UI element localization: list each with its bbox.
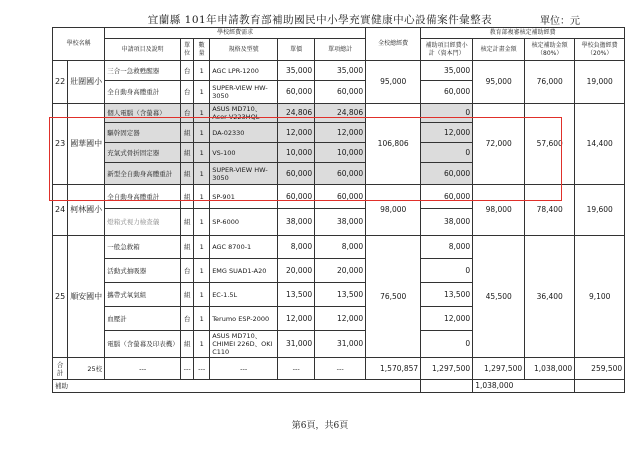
header-subsidy-subtotal: 補助項目經費小計（資本門） [421, 39, 473, 61]
item-qty: 1 [194, 259, 210, 283]
item-spec: EMG SUAD1-A20 [210, 259, 278, 283]
item-price: 12,000 [278, 123, 315, 143]
item-total: 60,000 [315, 163, 366, 185]
approved-subsidy: 36,400 [525, 236, 575, 358]
page-title: 宜蘭縣 101年申請教育部補助國民中小學充實健康中心設備案件彙整表 [147, 14, 493, 26]
item-spec: ASUS MD710、Acer V223HQL [210, 104, 278, 123]
item-spec: SP-901 [210, 185, 278, 209]
self-funding: 19,600 [575, 185, 625, 236]
item-price: 10,000 [278, 143, 315, 163]
self-funding: 9,100 [575, 236, 625, 358]
item-subtotal: 0 [421, 331, 473, 358]
header-qty: 數量 [194, 39, 210, 61]
item-subtotal: 60,000 [421, 163, 473, 185]
subsidy-table [52, 27, 625, 393]
item-subtotal: 0 [421, 104, 473, 123]
page-footer: 第6頁，共6頁 [291, 421, 349, 431]
item-unit: 台 [181, 307, 194, 331]
item-spec: DA-02330 [210, 123, 278, 143]
item-name: 驅幹固定器 [105, 123, 181, 143]
item-spec: Terumo ESP-2000 [210, 307, 278, 331]
item-price: 20,000 [278, 259, 315, 283]
summary-dash: --- [105, 358, 181, 380]
item-price: 24,806 [278, 104, 315, 123]
item-subtotal: 60,000 [421, 185, 473, 209]
item-total: 10,000 [315, 143, 366, 163]
summary-dash: --- [181, 358, 194, 380]
item-unit: 組 [181, 236, 194, 259]
summary-row [53, 358, 625, 380]
item-total: 24,806 [315, 104, 366, 123]
item-qty: 1 [194, 104, 210, 123]
item-qty: 1 [194, 81, 210, 104]
item-price: 13,500 [278, 283, 315, 307]
item-unit: 組 [181, 143, 194, 163]
item-price: 60,000 [278, 163, 315, 185]
school-number: 23 [53, 104, 68, 185]
table-row [53, 61, 625, 81]
item-qty: 1 [194, 163, 210, 185]
item-qty: 1 [194, 331, 210, 358]
school-total: 76,500 [366, 236, 421, 358]
item-name: 全自動身高體重計 [105, 185, 181, 209]
item-price: 8,000 [278, 236, 315, 259]
approved-total: 98,000 [473, 185, 525, 236]
header-moe-review: 教育部複審核定補助經費 [421, 28, 625, 39]
school-number: 24 [53, 185, 68, 236]
subsidy-empty-cell [575, 380, 625, 393]
item-total: 38,000 [315, 209, 366, 236]
item-qty: 1 [194, 123, 210, 143]
item-qty: 1 [194, 209, 210, 236]
item-name: 一般急救箱 [105, 236, 181, 259]
summary-approved-subsidy: 1,038,000 [525, 358, 575, 380]
item-spec: AGC 8700-1 [210, 236, 278, 259]
school-total: 98,000 [366, 185, 421, 236]
header-spec: 規格及型號 [210, 39, 278, 61]
item-unit: 組 [181, 185, 194, 209]
school-total: 95,000 [366, 61, 421, 104]
approved-subsidy: 78,400 [525, 185, 575, 236]
approved-subsidy: 57,600 [525, 104, 575, 185]
summary-dash: --- [210, 358, 278, 380]
item-name: 活動式抽吸器 [105, 259, 181, 283]
item-subtotal: 12,000 [421, 123, 473, 143]
item-name: 電腦（含螢幕及印表機） [105, 331, 181, 358]
item-price: 35,000 [278, 61, 315, 81]
header-approved-total: 核定計畫金額 [473, 39, 525, 61]
item-spec: SUPER-VIEW HW-3050 [210, 81, 278, 104]
currency-unit: 單位：元 [540, 16, 580, 27]
subsidy-empty-cell [421, 380, 473, 393]
item-total: 60,000 [315, 81, 366, 104]
self-funding: 19,000 [575, 61, 625, 104]
summary-school-total: 1,570,857 [366, 358, 421, 380]
item-subtotal: 8,000 [421, 236, 473, 259]
item-price: 12,000 [278, 307, 315, 331]
item-subtotal: 60,000 [421, 81, 473, 104]
item-unit: 組 [181, 283, 194, 307]
header-item: 申請項目及說明 [105, 39, 181, 61]
subsidy-row [53, 380, 625, 393]
item-unit: 組 [181, 209, 194, 236]
item-price: 60,000 [278, 185, 315, 209]
item-unit: 台 [181, 81, 194, 104]
approved-total: 95,000 [473, 61, 525, 104]
header-approved-subsidy: 核定補助金額（80%） [525, 39, 575, 61]
item-subtotal: 0 [421, 143, 473, 163]
item-total: 35,000 [315, 61, 366, 81]
approved-subsidy: 76,000 [525, 61, 575, 104]
item-qty: 1 [194, 236, 210, 259]
header-unit: 單位 [181, 39, 194, 61]
item-unit: 組 [181, 331, 194, 358]
item-name: 個人電腦（含螢幕） [105, 104, 181, 123]
item-subtotal: 12,000 [421, 307, 473, 331]
item-price: 31,000 [278, 331, 315, 358]
header-school-total: 全校總經費 [366, 28, 421, 61]
self-funding: 14,400 [575, 104, 625, 185]
school-number: 22 [53, 61, 68, 104]
header-price: 單價 [278, 39, 315, 61]
summary-dash: --- [315, 358, 366, 380]
item-qty: 1 [194, 143, 210, 163]
item-name: 燈箱式視力檢查儀 [105, 209, 181, 236]
item-name: 三合一急救甦醒器 [105, 61, 181, 81]
header-school-needs: 學校經費需求 [105, 28, 366, 39]
summary-self-funding: 259,500 [575, 358, 625, 380]
item-qty: 1 [194, 185, 210, 209]
item-total: 20,000 [315, 259, 366, 283]
summary-dash: --- [194, 358, 210, 380]
item-unit: 台 [181, 104, 194, 123]
item-total: 12,000 [315, 307, 366, 331]
item-name: 攜帶式氧氣組 [105, 283, 181, 307]
item-total: 60,000 [315, 185, 366, 209]
school-name: 壯圍國小 [68, 61, 105, 104]
item-unit: 組 [181, 163, 194, 185]
item-subtotal: 13,500 [421, 283, 473, 307]
item-subtotal: 35,000 [421, 61, 473, 81]
summary-dash: --- [278, 358, 315, 380]
approved-total: 45,500 [473, 236, 525, 358]
header-item-total: 單項總計 [315, 39, 366, 61]
item-name: 血壓計 [105, 307, 181, 331]
subsidy-label: 補助 [53, 380, 421, 393]
item-spec: EC-1.5L [210, 283, 278, 307]
summary-label: 合計 [53, 358, 68, 380]
table-row [53, 185, 625, 209]
item-price: 60,000 [278, 81, 315, 104]
approved-total: 72,000 [473, 104, 525, 185]
school-number: 25 [53, 236, 68, 358]
item-spec: SP-6000 [210, 209, 278, 236]
item-total: 13,500 [315, 283, 366, 307]
item-name: 新型全自動身高體重計 [105, 163, 181, 185]
summary-approved-total: 1,297,500 [473, 358, 525, 380]
item-unit: 組 [181, 123, 194, 143]
item-total: 8,000 [315, 236, 366, 259]
item-price: 38,000 [278, 209, 315, 236]
table-row [53, 236, 625, 259]
item-unit: 台 [181, 61, 194, 81]
school-name: 順安國中 [68, 236, 105, 358]
item-qty: 1 [194, 307, 210, 331]
summary-school-count: 25校 [68, 358, 105, 380]
item-subtotal: 0 [421, 259, 473, 283]
header-self-funding: 學校負擔經費（20%） [575, 39, 625, 61]
school-total: 106,806 [366, 104, 421, 185]
item-spec: VS-100 [210, 143, 278, 163]
subsidy-amount: 1,038,000 [473, 380, 575, 393]
school-name: 國華國中 [68, 104, 105, 185]
table-row [53, 104, 625, 123]
item-subtotal: 38,000 [421, 209, 473, 236]
item-name: 充氣式骨折固定器 [105, 143, 181, 163]
summary-subtotal: 1,297,500 [421, 358, 473, 380]
item-total: 12,000 [315, 123, 366, 143]
item-total: 31,000 [315, 331, 366, 358]
item-spec: ASUS MD710、CHIMEI 226D、OKI C110 [210, 331, 278, 358]
item-qty: 1 [194, 61, 210, 81]
item-name: 全自動身高體重計 [105, 81, 181, 104]
item-unit: 台 [181, 259, 194, 283]
header-school-name: 學校名稱 [53, 28, 105, 61]
item-spec: SUPER-VIEW HW-3050 [210, 163, 278, 185]
school-name: 柯林國小 [68, 185, 105, 236]
item-spec: AGC LPR-1200 [210, 61, 278, 81]
item-qty: 1 [194, 283, 210, 307]
